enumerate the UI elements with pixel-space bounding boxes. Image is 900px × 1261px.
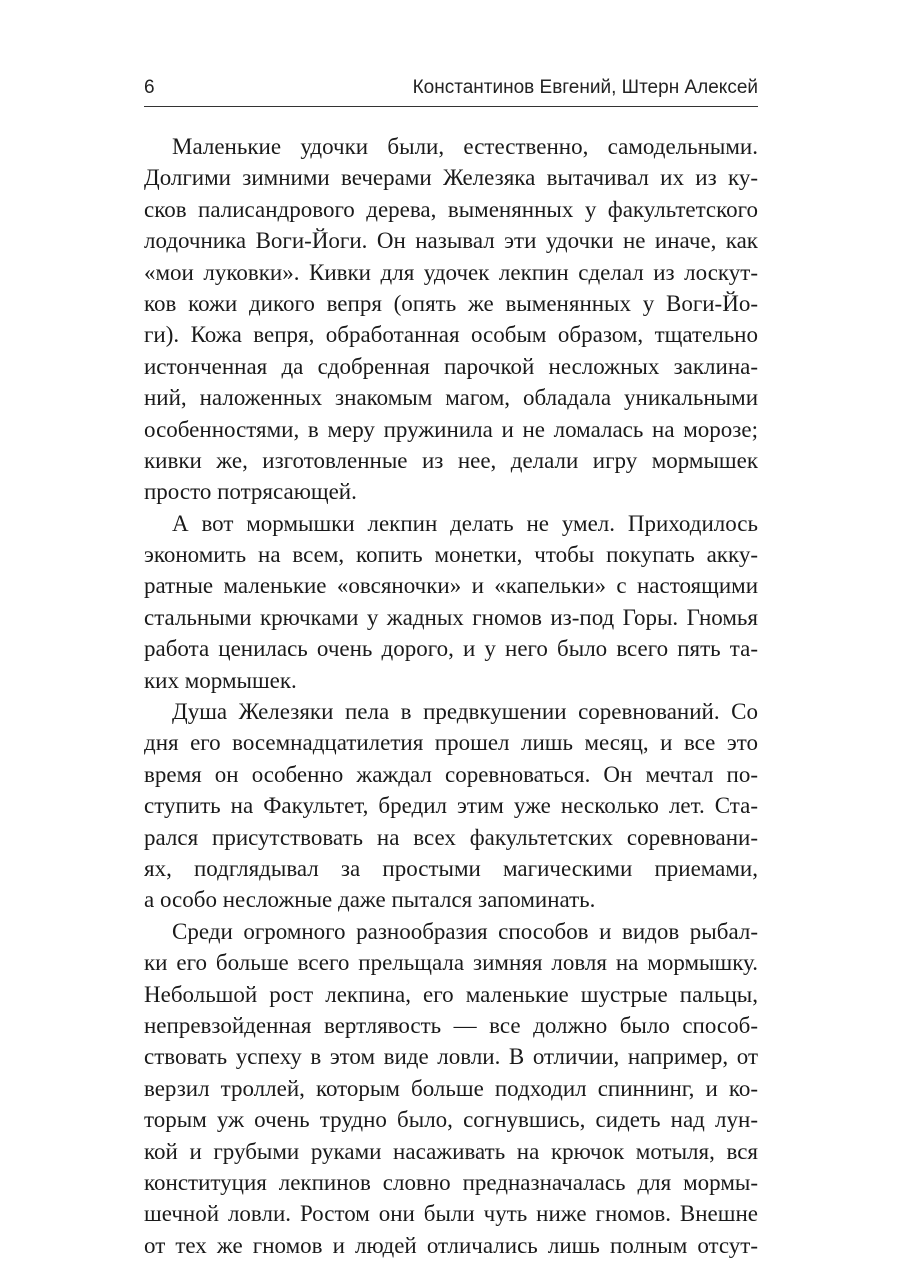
page-number: 6	[144, 77, 155, 98]
text-line: торым уж очень трудно было, согнувшись, сидеть над лун-	[144, 1107, 758, 1133]
running-header	[144, 74, 758, 104]
text-line: конституция лекпинов словно предназначалась для мормы-	[144, 1169, 758, 1195]
text-line: непревзойденная вертлявость — все должно было способ-	[144, 1012, 758, 1038]
running-title: Константинов Евгений, Штерн Алексей	[412, 77, 758, 98]
paragraph	[144, 916, 758, 1261]
text-line: ях, подглядывал за простыми магическими приемами,	[144, 855, 758, 881]
text-line: ступить на Факультет, бредил этим уже несколько лет. Ста-	[144, 793, 758, 819]
text-line: Среди огромного разнообразия способов и видов рыбал-	[172, 918, 758, 944]
text-line: дня его восемнадцатилетия прошел лишь месяц, и все это	[144, 730, 758, 756]
text-line: время он особенно жаждал соревноваться. Он мечтал по-	[144, 761, 758, 787]
text-line: работа ценилась очень дорого, и у него было всего пять та-	[144, 636, 758, 662]
text-line: Долгими зимними вечерами Железяка вытачивал их из ку-	[144, 165, 758, 191]
text-line: «мои луковки». Кивки для удочек лекпин сделал из лоскут-	[144, 259, 758, 285]
text-line: сков палисандрового дерева, выменянных у факультетского	[144, 196, 758, 222]
paragraph	[144, 508, 758, 696]
text-line: ний, наложенных знакомым магом, обладала уникальными	[144, 385, 758, 411]
text-line: рался присутствовать на всех факультетских соревновани-	[144, 824, 758, 850]
text-line: кой и грубыми руками насаживать на крючок мотыля, вся	[144, 1138, 758, 1164]
text-line: просто потрясающей.	[144, 479, 357, 505]
header-rule	[144, 106, 758, 107]
body-text	[144, 131, 758, 1261]
text-line: истонченная да сдобренная парочкой несложных заклина-	[144, 353, 758, 379]
text-line: а особо несложные даже пытался запоминать.	[144, 887, 596, 913]
text-line: кивки же, изготовленные из нее, делали игру мормышек	[144, 447, 758, 473]
text-line: ких мормышек.	[144, 667, 297, 693]
text-line: верзил троллей, которым больше подходил спиннинг, и ко-	[144, 1075, 758, 1101]
paragraph	[144, 696, 758, 916]
text-line: экономить на всем, копить монетки, чтобы покупать акку-	[144, 542, 758, 568]
text-line: ствовать успеху в этом виде ловли. В отличии, например, от	[144, 1044, 758, 1070]
text-line: шечной ловли. Ростом они были чуть ниже гномов. Внешне	[144, 1201, 758, 1227]
text-line: ратные маленькие «овсяночки» и «капельки» с настоящими	[144, 573, 758, 599]
text-line: стальными крючками у жадных гномов из-под Горы. Гномья	[144, 604, 758, 630]
text-line: ги). Кожа вепря, обработанная особым образом, тщательно	[144, 322, 758, 348]
text-line: ки его больше всего прельщала зимняя ловля на мормышку.	[144, 950, 758, 976]
text-line: Душа Железяки пела в предвкушении соревнований. Со	[172, 699, 758, 725]
text-line: Небольшой рост лекпина, его маленькие шустрые пальцы,	[144, 981, 758, 1007]
paragraph	[144, 131, 758, 508]
text-line: ков кожи дикого вепря (опять же выменянных у Воги-Йо-	[144, 290, 758, 316]
text-line: А вот мормышки лекпин делать не умел. Приходилось	[172, 510, 758, 536]
text-line: лодочника Воги-Йоги. Он называл эти удочки не иначе, как	[144, 228, 758, 254]
text-line: Маленькие удочки были, естественно, самодельными.	[172, 134, 758, 159]
text-line: от тех же гномов и людей отличались лишь полным отсут-	[144, 1232, 758, 1258]
text-line: особенностями, в меру пружинила и не ломалась на морозе;	[144, 416, 758, 442]
